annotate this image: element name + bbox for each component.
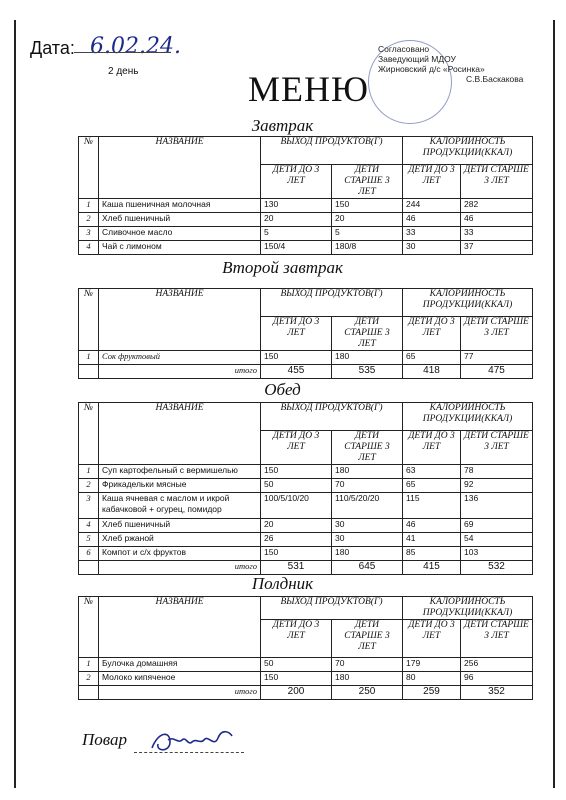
section-title: Обед (264, 380, 301, 399)
section-title: Полдник (251, 574, 314, 593)
col-under3: ДЕТИ ДО 3 ЛЕТ (261, 620, 332, 658)
total-kcal-under3: 418 (403, 365, 461, 379)
dish-name: Фрикадельки мясные (99, 479, 261, 493)
table-row (79, 241, 533, 255)
col-name: НАЗВАНИЕ (99, 289, 261, 351)
col-name: НАЗВАНИЕ (99, 597, 261, 658)
table-row (79, 519, 533, 533)
table-row (79, 547, 533, 561)
menu-table (78, 136, 533, 255)
output-over3: 70 (332, 658, 403, 672)
kcal-under3: 65 (403, 351, 461, 365)
col-under3: ДЕТИ ДО 3 ЛЕТ (403, 620, 461, 658)
dish-name: Хлеб пшеничный (99, 213, 261, 227)
row-num: 3 (79, 227, 99, 241)
output-over3: 180/8 (332, 241, 403, 255)
total-kcal-over3: 352 (461, 686, 533, 700)
output-under3: 150 (261, 547, 332, 561)
kcal-under3: 63 (403, 465, 461, 479)
row-num: 1 (79, 351, 99, 365)
dish-name: Хлеб пшеничный (99, 519, 261, 533)
dish-name: Суп картофельный с вермишелью (99, 465, 261, 479)
total-output-under3: 531 (261, 561, 332, 575)
col-num: № (79, 289, 99, 351)
col-calories: КАЛОРИЙНОСТЬ ПРОДУКЦИИ(ККАЛ) (403, 403, 533, 431)
total-kcal-under3: 415 (403, 561, 461, 575)
kcal-under3: 46 (403, 213, 461, 227)
col-over3: ДЕТИ СТАРШЕ 3 ЛЕТ (461, 317, 533, 351)
output-under3: 150/4 (261, 241, 332, 255)
table-row (79, 213, 533, 227)
output-over3: 110/5/20/20 (332, 493, 403, 519)
dish-name: Каша ячневая с маслом и икрой кабачковой + огурец, помидор (99, 493, 261, 519)
kcal-under3: 80 (403, 672, 461, 686)
kcal-over3: 77 (461, 351, 533, 365)
kcal-over3: 282 (461, 199, 533, 213)
table-row (79, 672, 533, 686)
dish-name: Молоко кипяченое (99, 672, 261, 686)
dish-name: Компот и с/х фруктов (99, 547, 261, 561)
approval-line: Заведующий МДОУ (378, 54, 456, 64)
kcal-over3: 78 (461, 465, 533, 479)
col-num: № (79, 597, 99, 658)
output-over3: 30 (332, 519, 403, 533)
col-over3: ДЕТИ СТАРШЕ 3 ЛЕТ (332, 165, 403, 199)
total-row (79, 561, 533, 575)
output-over3: 180 (332, 672, 403, 686)
day-label: 2 день (108, 66, 139, 77)
total-label: итого (99, 365, 261, 379)
menu-table (78, 288, 533, 379)
kcal-over3: 69 (461, 519, 533, 533)
kcal-under3: 244 (403, 199, 461, 213)
kcal-over3: 96 (461, 672, 533, 686)
section-title: Второй завтрак (222, 258, 343, 277)
col-over3: ДЕТИ СТАРШЕ 3 ЛЕТ (332, 620, 403, 658)
total-row (79, 686, 533, 700)
output-over3: 180 (332, 351, 403, 365)
approval-block (378, 44, 523, 84)
output-under3: 26 (261, 533, 332, 547)
total-output-under3: 200 (261, 686, 332, 700)
row-num: 3 (79, 493, 99, 519)
dish-name: Сливочное масло (99, 227, 261, 241)
dish-name: Каша пшеничная молочная (99, 199, 261, 213)
output-under3: 20 (261, 519, 332, 533)
col-output: ВЫХОД ПРОДУКТОВ(Г) (261, 137, 403, 165)
col-name: НАЗВАНИЕ (99, 403, 261, 465)
kcal-over3: 103 (461, 547, 533, 561)
date-label: Дата: (30, 38, 75, 58)
output-under3: 130 (261, 199, 332, 213)
table-row (79, 465, 533, 479)
col-over3: ДЕТИ СТАРШЕ 3 ЛЕТ (332, 317, 403, 351)
kcal-under3: 41 (403, 533, 461, 547)
dish-name: Хлеб ржаной (99, 533, 261, 547)
menu-table (78, 402, 533, 575)
kcal-under3: 85 (403, 547, 461, 561)
col-under3: ДЕТИ ДО 3 ЛЕТ (403, 431, 461, 465)
output-over3: 180 (332, 547, 403, 561)
col-over3: ДЕТИ СТАРШЕ 3 ЛЕТ (461, 620, 533, 658)
kcal-under3: 46 (403, 519, 461, 533)
output-under3: 50 (261, 479, 332, 493)
table-row (79, 351, 533, 365)
total-kcal-under3: 259 (403, 686, 461, 700)
col-under3: ДЕТИ ДО 3 ЛЕТ (261, 431, 332, 465)
dish-name: Булочка домашняя (99, 658, 261, 672)
col-over3: ДЕТИ СТАРШЕ 3 ЛЕТ (461, 165, 533, 199)
kcal-under3: 65 (403, 479, 461, 493)
kcal-over3: 37 (461, 241, 533, 255)
row-num: 4 (79, 241, 99, 255)
table-row (79, 199, 533, 213)
kcal-under3: 33 (403, 227, 461, 241)
col-calories: КАЛОРИЙНОСТЬ ПРОДУКЦИИ(ККАЛ) (403, 137, 533, 165)
kcal-over3: 33 (461, 227, 533, 241)
page-title: МЕНЮ (248, 69, 369, 109)
col-num: № (79, 137, 99, 199)
output-under3: 20 (261, 213, 332, 227)
output-over3: 70 (332, 479, 403, 493)
signature-image (148, 722, 240, 756)
col-under3: ДЕТИ ДО 3 ЛЕТ (261, 165, 332, 199)
kcal-under3: 115 (403, 493, 461, 519)
total-kcal-over3: 475 (461, 365, 533, 379)
total-output-over3: 250 (332, 686, 403, 700)
approval-line: Согласовано (378, 44, 430, 54)
output-over3: 180 (332, 465, 403, 479)
kcal-over3: 92 (461, 479, 533, 493)
total-kcal-over3: 532 (461, 561, 533, 575)
row-num: 2 (79, 213, 99, 227)
dish-name: Сок фруктовый (99, 351, 261, 365)
section-title: Завтрак (251, 116, 314, 135)
dish-name: Чай с лимоном (99, 241, 261, 255)
cook-label: Повар (82, 730, 128, 749)
row-num: 1 (79, 465, 99, 479)
col-over3: ДЕТИ СТАРШЕ 3 ЛЕТ (461, 431, 533, 465)
col-calories: КАЛОРИЙНОСТЬ ПРОДУКЦИИ(ККАЛ) (403, 289, 533, 317)
output-under3: 100/5/10/20 (261, 493, 332, 519)
menu-table (78, 596, 533, 700)
output-under3: 150 (261, 672, 332, 686)
col-under3: ДЕТИ ДО 3 ЛЕТ (261, 317, 332, 351)
output-under3: 5 (261, 227, 332, 241)
date-value: 6.02.24. (90, 34, 181, 59)
total-output-under3: 455 (261, 365, 332, 379)
table-row (79, 533, 533, 547)
approval-line: Жирновский д/с «Росинка» (378, 64, 485, 74)
total-output-over3: 535 (332, 365, 403, 379)
row-num: 1 (79, 658, 99, 672)
kcal-over3: 136 (461, 493, 533, 519)
approval-line: С.В.Баскакова (466, 74, 524, 84)
kcal-under3: 30 (403, 241, 461, 255)
output-over3: 150 (332, 199, 403, 213)
kcal-over3: 46 (461, 213, 533, 227)
output-under3: 150 (261, 465, 332, 479)
output-over3: 20 (332, 213, 403, 227)
total-label: итого (99, 686, 261, 700)
col-name: НАЗВАНИЕ (99, 137, 261, 199)
table-row (79, 658, 533, 672)
col-under3: ДЕТИ ДО 3 ЛЕТ (403, 165, 461, 199)
total-row (79, 365, 533, 379)
row-num: 1 (79, 199, 99, 213)
col-over3: ДЕТИ СТАРШЕ 3 ЛЕТ (332, 431, 403, 465)
table-row (79, 227, 533, 241)
kcal-over3: 256 (461, 658, 533, 672)
output-over3: 30 (332, 533, 403, 547)
col-output: ВЫХОД ПРОДУКТОВ(Г) (261, 597, 403, 620)
row-num: 4 (79, 519, 99, 533)
row-num: 2 (79, 479, 99, 493)
row-num: 5 (79, 533, 99, 547)
col-output: ВЫХОД ПРОДУКТОВ(Г) (261, 289, 403, 317)
output-under3: 50 (261, 658, 332, 672)
row-num: 2 (79, 672, 99, 686)
row-num: 6 (79, 547, 99, 561)
kcal-over3: 54 (461, 533, 533, 547)
col-calories: КАЛОРИЙНОСТЬ ПРОДУКЦИИ(ККАЛ) (403, 597, 533, 620)
table-row (79, 479, 533, 493)
kcal-under3: 179 (403, 658, 461, 672)
col-num: № (79, 403, 99, 465)
total-label: итого (99, 561, 261, 575)
date-underline (74, 52, 170, 53)
col-output: ВЫХОД ПРОДУКТОВ(Г) (261, 403, 403, 431)
output-over3: 5 (332, 227, 403, 241)
table-row (79, 493, 533, 519)
col-under3: ДЕТИ ДО 3 ЛЕТ (403, 317, 461, 351)
output-under3: 150 (261, 351, 332, 365)
total-output-over3: 645 (332, 561, 403, 575)
